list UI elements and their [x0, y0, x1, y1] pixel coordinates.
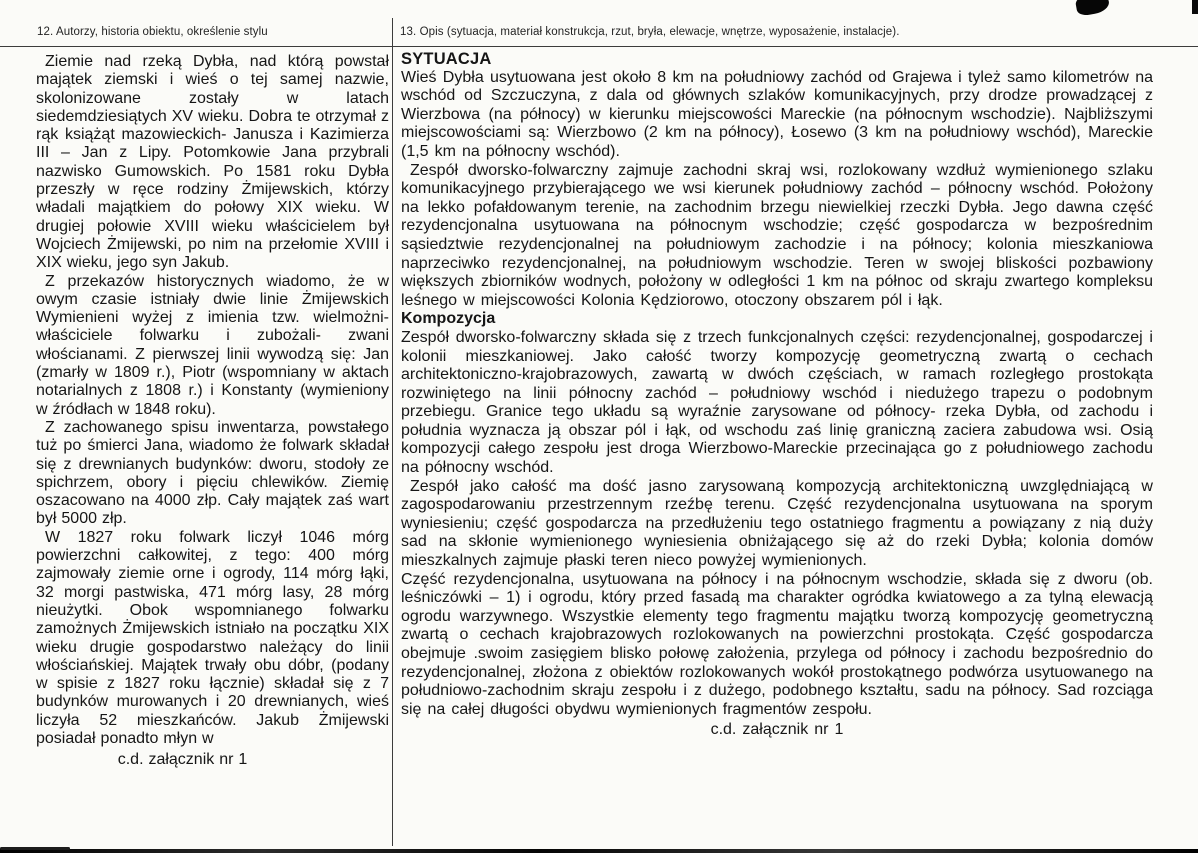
- composition-paragraph: Część rezydencjonalna, usytuowana na północy i na północnym wschodzie, składa się z dworu (ob. leśniczówki – 1) i ogrodu, który przed fasadą ma charakter ogródka kwiatowego a za tylną elewacją ogrodu warzywnego. Wszystkie elementy tego fragmentu majątku tworzą kompozycję geometryczną zwartą o cechach krajobrazowych rozlokowanych na powierzchni prostokąta. Część gospodarcza obejmuje .swoim zasięgiem blisko połowę założenia, przylega od północy i zachodu bezpośrednio do rezydencjonalnej, złożona z obiektów rozlokowanych wokół prostokątnego podwórza usytuowanego na południowo-zachodnim skraju zespołu i z dużego, podobnego kształtu, sadu na północy. Sad rozciąga się na całej długości obydwu wymienionych fragmentów zespołu.: [401, 570, 1153, 718]
- history-paragraph: Z przekazów historycznych wiadomo, że w owym czasie istniały dwie linie Żmijewskich Wymienieni wyżej z imienia tzw. wielmożni- właściciele folwarku i zubożali- zwani włościanami. Z pierwszej linii wywodzą się: Jan (zmarły w 1809 r.), Piotr (wspomniany w aktach notarialnych z 1808 r.) i Konstanty (wymieniony w źródłach w 1848 roku).: [36, 272, 389, 418]
- situation-paragraph: Zespół dworsko-folwarczny zajmuje zachodni skraj wsi, rozlokowany wzdłuż wymienionego szlaku komunikacyjnego przybierającego we wsi kierunek południowy zachód – północny wschód. Położony na lekko pofałdowanym terenie, na zachodnim brzegu niewielkiej rzeczki Dybła. Jego dawna część rezydencjonalna usytuowana na północnym wschodzie; część gospodarcza w bezpośrednim sąsiedztwie rezydencjonalnej na południowym zachodzie i na północy; kolonia mieszkaniowa naprzeciwko rezydencjonalnej, na południowym wschodzie. Teren w swojej bliskości pozbawiony większych zbiorników wodnych, położony w odległości 1 km na północ od skraju zwartego kompleksu leśnego w miejscowości Kolonia Kędziorowo, otoczony obszarem pól i łąk.: [401, 161, 1153, 309]
- composition-section-title: Kompozycja: [401, 310, 496, 328]
- situation-section-title: SYTUACJA: [401, 50, 492, 68]
- history-paragraph: Ziemie nad rzeką Dybła, nad którą powstał majątek ziemski i wieś o tej samej nazwie, skolonizowane zostały w latach siedemdziesiątych XV wieku. Dobra te otrzymał z rąk książąt mazowieckich- Janusza i Kazimierza III – Jan z Lipy. Potomkowie Jana przybrali nazwisko Gumowskich. Po 1581 roku Dybła przeszły w ręce rodziny Żmijewskich, którzy władali majątkiem do połowy XIX wieku. W drugiej połowie XVIII wieku właścicielem był Wojciech Żmijewski, po nim na przełomie XVIII i XIX wieku, jego syn Jakub.: [36, 53, 389, 272]
- header-divider-line: [0, 46, 1198, 47]
- scan-edge-band-bottom: [0, 849, 1198, 853]
- scan-ink-blob: [1075, 0, 1111, 17]
- column-divider-line: [392, 18, 393, 846]
- section-12-header: 12. Autorzy, historia obiektu, określenie stylu: [37, 26, 268, 38]
- history-paragraph: Z zachowanego spisu inwentarza, powstałego tuż po śmierci Jana, wiadomo że folwark składał się z drewnianych budynków: dworu, stodoły ze spichrzem, obory i pięciu chlewików. Ziemię oszacowano na 4000 złp. Cały majątek zaś wart był 5000 złp.: [36, 418, 389, 528]
- history-paragraph: W 1827 roku folwark liczył 1046 mórg powierzchni całkowitej, z tego: 400 mórg zajmowały ziemie orne i ogrody, 114 mórg łąki, 32 morgi pastwiska, 471 mórg lasy, 28 mórg nieużytki. Obok wspomnianego folwarku zamożnych Żmijewskich istniało na początku XIX wieku drugie gospodarstwo należący do linii włościańskiej. Majątek trwały obu dóbr, (podany w spisie z 1827 roku łącznie) składał się z 7 budynków murowanych i 20 drewnianych, wieś liczyła 52 mieszkańców. Jakub Żmijewski posiadał ponadto młyn w: [36, 528, 389, 747]
- section-13-body: [401, 50, 1153, 740]
- section-13-header: 13. Opis (sytuacja, materiał konstrukcja, rzut, bryła, elewacje, wnętrze, wyposażenie, instalacje).: [400, 26, 900, 38]
- scan-edge-mark-bottom-left: [0, 847, 70, 850]
- composition-paragraph: Zespół jako całość ma dość jasno zarysowaną kompozycją architektoniczną uwzględniającą w zagospodarowaniu przestrzennym rzeźbę terenu. Część rezydencjonalna usytuowana na sporym wyniesieniu; część gospodarcza na przedłużeniu tego ostatniego fragmentu a powiązany z nią duży sad na skłonie wymienionego wyniesienia obniżającego się aż do rzeki Dybła; kolonia domów mieszkalnych zajmuje płaski teren nieco powyżej wymienionych.: [401, 477, 1153, 570]
- continuation-note-left: c.d. załącznik nr 1: [117, 751, 248, 769]
- continuation-note-right: c.d. załącznik nr 1: [710, 721, 844, 739]
- section-12-body: [36, 53, 389, 770]
- composition-paragraph: Zespół dworsko-folwarczny składa się z trzech funkcjonalnych części: rezydencjonalnej, gospodarczej i kolonii mieszkaniowej. Jako całość tworzy kompozycję geometryczną zwartą o cechach architektoniczno-krajobrazowych, zawartą w dwóch częściach, w ramach rozległego prostokąta rozwiniętego na linii północny zachód – południowy wschód i niedużego trapezu o podobnym przebiegu. Granice tego układu są wyraźnie zarysowane od północy- rzeka Dybła, od zachodu i południa wyznacza ją obszar pól i łąk, od wschodu zaś linię graniczną zaciera zabudowa wsi. Osią kompozycji całego zespołu jest droga Wierzbowo-Mareckie przecinająca go z południowego zachodu na północny wschód.: [401, 328, 1153, 477]
- scan-edge-mark-right: [1192, 0, 1198, 14]
- situation-paragraph: Wieś Dybła usytuowana jest około 8 km na południowy zachód od Grajewa i tyleż samo kilometrów na wschód od Szczuczyna, z dala od głównych szlaków komunikacyjnych, przy drodze prowadzącej z Wierzbowa (na północy) w kierunku miejscowości Mareckie (na północnym wschodzie). Najbliższymi miejscowościami są: Wierzbowo (2 km na północy), Łosewo (3 km na południowy wschód), Mareckie (1,5 km na północny wschód).: [401, 68, 1153, 160]
